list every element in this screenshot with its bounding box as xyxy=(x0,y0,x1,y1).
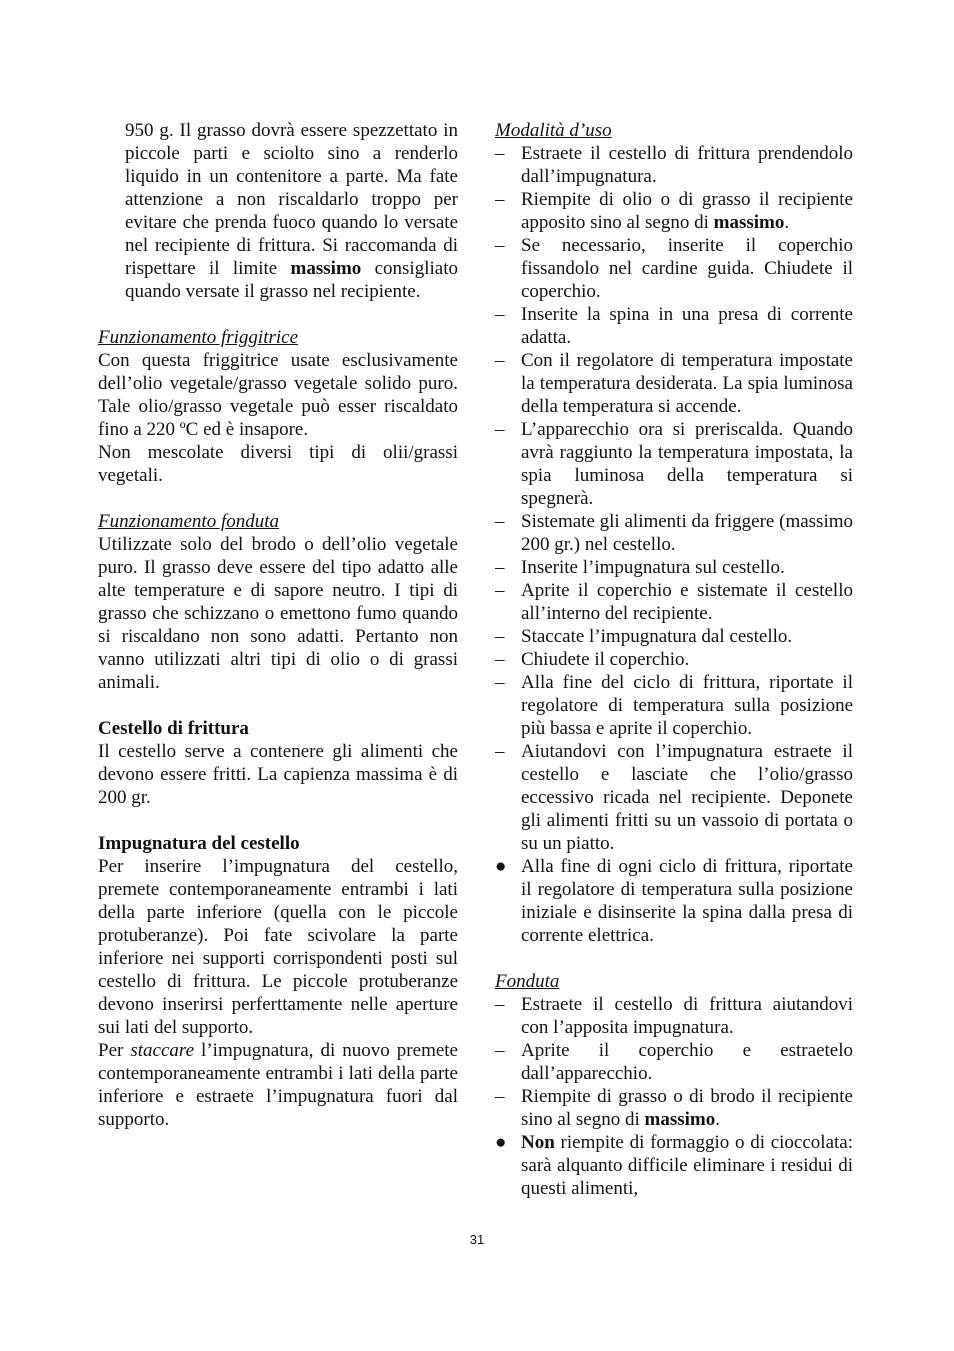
paragraph-text: Per xyxy=(98,1040,131,1061)
impugnatura-paragraph-2 xyxy=(98,1039,458,1131)
heading-funzionamento-friggitrice: Funzionamento friggitrice xyxy=(98,327,299,348)
dash-marker: – xyxy=(495,304,505,325)
list-item-text: Con il regolatore di temperatura impostate la temperatura desiderata. La spia luminosa della temperatura si accende. xyxy=(521,350,853,417)
list-item xyxy=(495,993,853,1039)
list-item xyxy=(495,234,853,303)
dash-marker: – xyxy=(495,419,505,440)
dash-marker: – xyxy=(495,626,505,647)
list-item xyxy=(495,303,853,349)
list-item-text: Se necessario, inserite il coperchio fissandolo nel cardine guida. Chiudete il coperchio. xyxy=(521,235,853,302)
bullet-icon: ● xyxy=(495,856,507,877)
list-item-text: Aiutandovi con l’impugnatura estraete il cestello e lasciate che l’olio/grasso eccessivo ricada nel recipiente. Deponete gli alimenti fritti su un vassoio di portata o su un piatto. xyxy=(521,741,853,854)
list-item-text: Alla fine del ciclo di frittura, riportate il regolatore di temperatura sulla posizione più bassa e aprite il coperchio. xyxy=(521,672,853,739)
heading-modalita-d-uso: Modalità d’uso xyxy=(495,120,612,141)
left-column xyxy=(98,119,458,1131)
list-item xyxy=(495,1131,853,1200)
list-item-text: Sistemate gli alimenti da friggere (massimo 200 gr.) nel cestello. xyxy=(521,511,853,555)
dash-marker: – xyxy=(495,350,505,371)
dash-marker: – xyxy=(495,1086,505,1107)
paragraph-text: l’impugnatura, di nuovo premete contemporaneamente entrambi i lati della parte inferiore e estraete l’impugnatura fuori dal supporto. xyxy=(98,1040,458,1130)
paragraph-text: 950 g. Il grasso dovrà essere spezzettato in piccole parti e sciolto sino a renderlo liquido in un contenitore a parte. Ma fate attenzione a non riscaldarlo troppo per evitare che prenda fuoco quando lo versate nel recipiente di frittura. Si raccomanda di rispettare il limite xyxy=(125,120,458,279)
italic-text: staccare xyxy=(130,1040,195,1061)
emphasis-text: massimo xyxy=(713,212,785,233)
heading-funzionamento-fonduta: Funzionamento fonduta xyxy=(98,511,280,532)
list-item xyxy=(495,671,853,740)
heading-fonduta: Fonduta xyxy=(495,971,560,992)
fonduta-paragraph: Utilizzate solo del brodo o dell’olio vegetale puro. Il grasso deve essere del tipo adatto alle alte temperature e di sapore neutro. I tipi di grasso che schizzano o emettono fumo quando si riscaldano non sono adatti. Pertanto non vanno utilizzati altri tipi di olio o di grassi animali. xyxy=(98,534,458,693)
list-item xyxy=(495,349,853,418)
list-item xyxy=(495,855,853,947)
list-item-text: Riempite di grasso o di brodo il recipiente sino al segno di xyxy=(521,1086,853,1130)
heading-cestello-di-frittura: Cestello di frittura xyxy=(98,718,249,739)
list-item xyxy=(495,1085,853,1131)
dash-marker: – xyxy=(495,649,505,670)
dash-marker: – xyxy=(495,672,505,693)
list-item-text: Staccate l’impugnatura dal cestello. xyxy=(521,626,793,647)
list-item-text: Chiudete il coperchio. xyxy=(521,649,690,670)
dash-marker: – xyxy=(495,189,505,210)
list-item-text: Alla fine di ogni ciclo di frittura, riportate il regolatore di temperatura sulla posizione iniziale e disinserite la spina dalla presa di corrente elettrica. xyxy=(521,856,853,946)
list-item-text: L’apparecchio ora si preriscalda. Quando avrà raggiunto la temperatura impostata, la spia luminosa della temperatura si spegnerà. xyxy=(521,419,853,509)
list-item-text: Riempite di olio o di grasso il recipiente apposito sino al segno di xyxy=(521,189,853,233)
list-item-text: riempite di formaggio o di cioccolata: sarà alquanto difficile eliminare i residui di questi alimenti, xyxy=(521,1132,853,1199)
list-item xyxy=(495,418,853,510)
dash-marker: – xyxy=(495,235,505,256)
list-item-text: Aprite il coperchio e estraetelo dall’apparecchio. xyxy=(521,1040,853,1084)
list-item xyxy=(495,188,853,234)
list-item-text: Inserite la spina in una presa di corrente adatta. xyxy=(521,304,853,348)
emphasis-text: massimo xyxy=(290,258,362,279)
emphasis-text: massimo xyxy=(644,1109,716,1130)
list-item-text: Inserite l’impugnatura sul cestello. xyxy=(521,557,785,578)
friggitrice-paragraph-1: Con questa friggitrice usate esclusivamente dell’olio vegetale/grasso vegetale solido puro. Tale olio/grasso vegetale può esser riscaldato fino a 220 ºC ed è insapore. xyxy=(98,350,458,440)
list-item xyxy=(495,648,853,671)
dash-marker: – xyxy=(495,511,505,532)
bullet-icon: ● xyxy=(495,1132,507,1153)
cestello-paragraph: Il cestello serve a contenere gli alimenti che devono essere fritti. La capienza massima è di 200 gr. xyxy=(98,741,458,808)
dash-marker: – xyxy=(495,580,505,601)
list-item xyxy=(495,556,853,579)
right-column xyxy=(495,119,853,1200)
list-item xyxy=(495,510,853,556)
list-item xyxy=(495,142,853,188)
page-number: 31 xyxy=(469,1232,485,1247)
paragraph-text: consigliato quando versate il grasso nel recipiente. xyxy=(125,258,458,302)
list-item-text: Estraete il cestello di frittura prendendolo dall’impugnatura. xyxy=(521,143,853,187)
list-item xyxy=(495,625,853,648)
list-item xyxy=(495,740,853,855)
dash-marker: – xyxy=(495,143,505,164)
dash-marker: – xyxy=(495,994,505,1015)
dash-marker: – xyxy=(495,741,505,762)
impugnatura-paragraph-1: Per inserire l’impugnatura del cestello, premete contemporaneamente entrambi i lati della parte inferiore (quella con le piccole protuberanze). Poi fate scivolare la parte inferiore nei supporti corrispondenti posti sul cestello di frittura. Le piccole protuberanze devono inserirsi perferttamente nelle aperture sui lati del supporto. xyxy=(98,856,458,1038)
dash-marker: – xyxy=(495,1040,505,1061)
continued-paragraph xyxy=(98,119,458,303)
list-item xyxy=(495,1039,853,1085)
list-item-text: . xyxy=(715,1109,720,1130)
emphasis-text: Non xyxy=(521,1132,555,1153)
heading-impugnatura-del-cestello: Impugnatura del cestello xyxy=(98,833,300,854)
list-item-text: Aprite il coperchio e sistemate il cestello all’interno del recipiente. xyxy=(521,580,853,624)
list-item-text: . xyxy=(784,212,790,233)
dash-marker: – xyxy=(495,557,505,578)
friggitrice-paragraph-2: Non mescolate diversi tipi di olii/grassi vegetali. xyxy=(98,442,458,486)
list-item xyxy=(495,579,853,625)
list-item-text: Estraete il cestello di frittura aiutandovi con l’apposita impugnatura. xyxy=(521,994,853,1038)
